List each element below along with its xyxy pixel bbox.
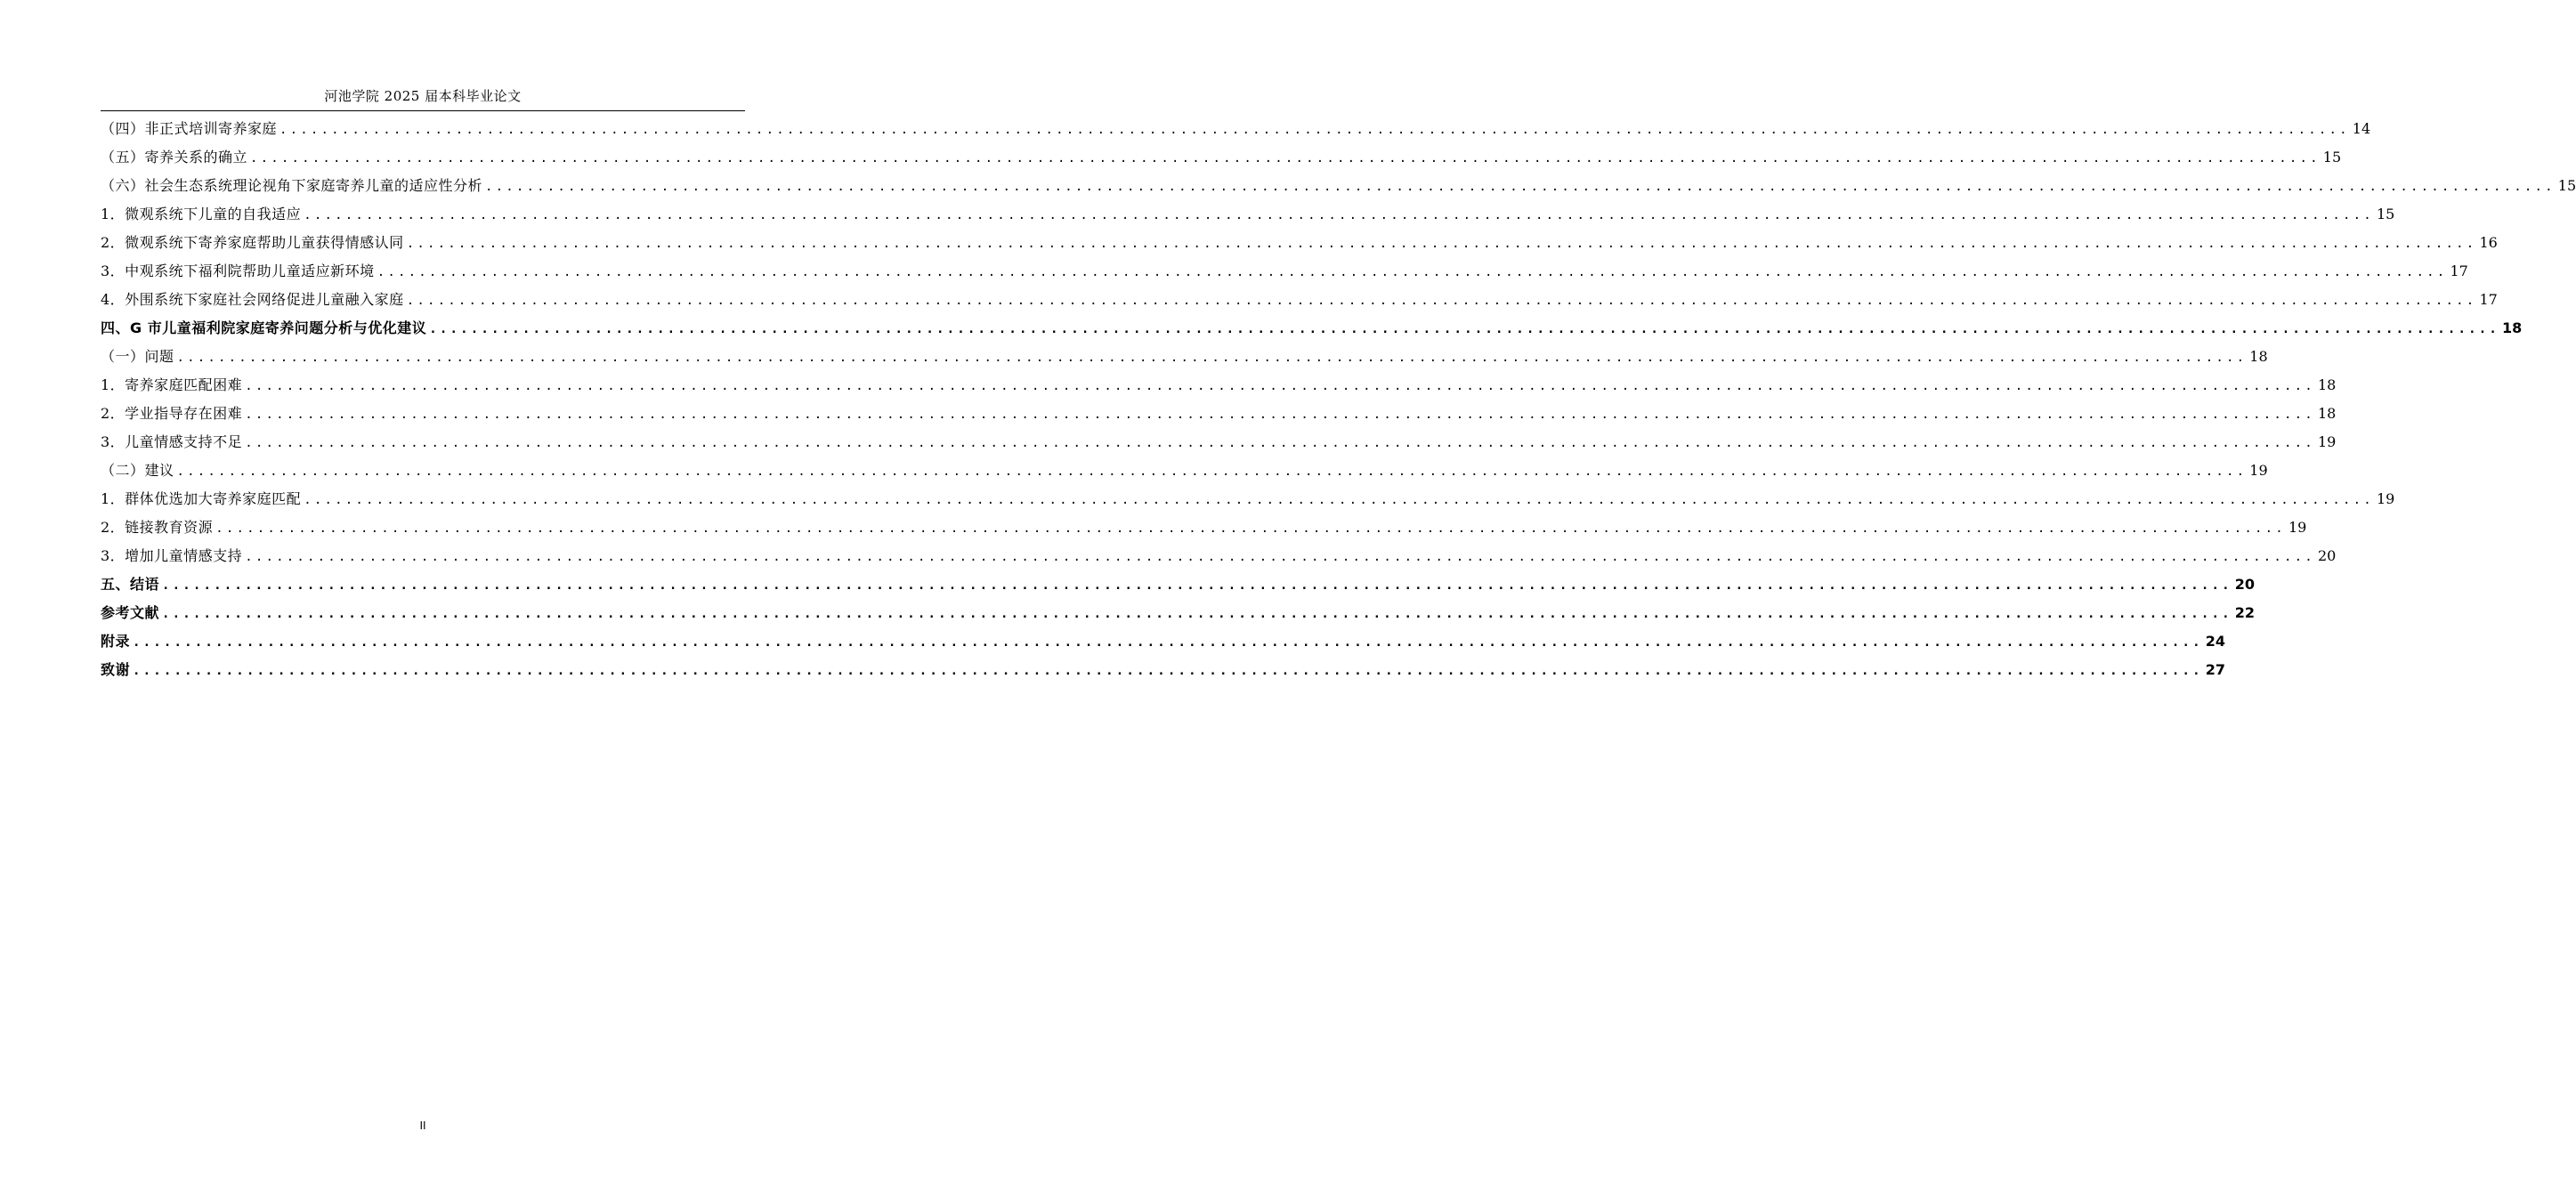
toc-entry-page: 15: [2376, 206, 2395, 222]
toc-dot-leader: ........................................................................................................................................................................................................: [279, 123, 2350, 137]
toc-entry-title: 2．微观系统下寄养家庭帮助儿童获得情感认同: [101, 234, 404, 251]
toc-entry-title: 4．外围系统下家庭社会网络促进儿童融入家庭: [101, 291, 404, 308]
toc-entry-page: 18: [2249, 348, 2268, 365]
toc-entry-title: 3．中观系统下福利院帮助儿童适应新环境: [101, 263, 375, 279]
toc-dot-leader: ........................................................................................................................................................................................................: [133, 635, 2203, 650]
toc-dot-leader: ........................................................................................................................................................................................................: [377, 265, 2448, 279]
toc-entry-title: 1．微观系统下儿童的自我适应: [101, 206, 302, 222]
toc-entry[interactable]: [101, 599, 2256, 627]
toc-entry-title: （六）社会生态系统理论视角下家庭寄养儿童的适应性分析: [101, 177, 483, 194]
toc-entry-title: 3．儿童情感支持不足: [101, 433, 243, 450]
toc-entry-page: 22: [2234, 604, 2256, 621]
toc-entry-title: 五、结语: [101, 576, 160, 593]
toc-entry-title: 2．链接教育资源: [101, 519, 214, 536]
toc-dot-leader: ........................................................................................................................................................................................................: [162, 607, 2232, 621]
toc-dot-leader: ........................................................................................................................................................................................................: [245, 408, 2315, 422]
toc-entry[interactable]: [101, 172, 2576, 200]
toc-entry-title: （二）建议: [101, 462, 174, 479]
toc-dot-leader: ........................................................................................................................................................................................................: [245, 550, 2315, 564]
toc-entry[interactable]: [101, 457, 2268, 485]
toc-entry-title: （四）非正式培训寄养家庭: [101, 120, 278, 137]
toc-entry-page: 19: [2317, 433, 2337, 450]
toc-entry[interactable]: [101, 656, 2226, 684]
toc-entry[interactable]: [101, 400, 2337, 428]
toc-dot-leader: ........................................................................................................................................................................................................: [176, 351, 2248, 365]
toc-entry-page: 15: [2557, 177, 2576, 194]
toc-dot-leader: ........................................................................................................................................................................................................: [304, 493, 2374, 507]
toc-entry-title: 3．增加儿童情感支持: [101, 547, 243, 564]
toc-entry[interactable]: [101, 115, 2371, 143]
toc-entry-title: 2．学业指导存在困难: [101, 405, 243, 422]
toc-entry-title: 1．群体优选加大寄养家庭匹配: [101, 490, 302, 507]
toc-entry-page: 18: [2501, 319, 2523, 336]
toc-entry-title: 附录: [101, 633, 131, 650]
toc-dot-leader: ........................................................................................................................................................................................................: [133, 664, 2203, 678]
toc-dot-leader: ........................................................................................................................................................................................................: [304, 208, 2374, 222]
toc-entry-page: 24: [2205, 633, 2226, 650]
toc-entry-title: 致谢: [101, 661, 131, 678]
toc-entry-title: （一）问题: [101, 348, 174, 365]
toc-dot-leader: ........................................................................................................................................................................................................: [406, 237, 2477, 251]
table-of-contents: [101, 115, 2576, 684]
toc-dot-leader: ........................................................................................................................................................................................................: [485, 180, 2556, 194]
toc-dot-leader: ........................................................................................................................................................................................................: [245, 379, 2315, 393]
toc-entry[interactable]: [101, 257, 2468, 286]
toc-entry[interactable]: [101, 428, 2337, 457]
toc-entry-page: 18: [2317, 405, 2337, 422]
toc-entry[interactable]: [101, 570, 2256, 599]
toc-entry-title: （五）寄养关系的确立: [101, 149, 248, 166]
toc-dot-leader: ........................................................................................................................................................................................................: [162, 578, 2232, 593]
toc-entry[interactable]: [101, 314, 2523, 343]
toc-entry[interactable]: [101, 371, 2337, 400]
toc-entry[interactable]: [101, 513, 2307, 542]
toc-entry-page: 18: [2317, 376, 2337, 393]
toc-entry-page: 19: [2288, 519, 2307, 536]
toc-entry-page: 17: [2450, 263, 2468, 279]
toc-entry[interactable]: [101, 542, 2337, 570]
toc-entry[interactable]: [101, 229, 2498, 257]
toc-dot-leader: ........................................................................................................................................................................................................: [250, 151, 2321, 166]
toc-dot-leader: ........................................................................................................................................................................................................: [429, 322, 2499, 336]
toc-entry-page: 17: [2479, 291, 2498, 308]
toc-entry-page: 19: [2376, 490, 2395, 507]
toc-entry-title: 1．寄养家庭匹配困难: [101, 376, 243, 393]
toc-entry[interactable]: [101, 627, 2226, 656]
toc-dot-leader: ........................................................................................................................................................................................................: [215, 521, 2286, 536]
toc-entry-page: 27: [2205, 661, 2226, 678]
toc-entry-page: 20: [2317, 547, 2337, 564]
toc-entry[interactable]: [101, 485, 2395, 513]
toc-entry[interactable]: [101, 343, 2268, 371]
toc-entry[interactable]: [101, 143, 2342, 172]
toc-entry[interactable]: [101, 200, 2395, 229]
toc-entry-page: 14: [2352, 120, 2371, 137]
toc-entry-page: 19: [2249, 462, 2268, 479]
running-header: 河池学院 2025 届本科毕业论文: [324, 88, 522, 104]
toc-entry-title: 四、G 市儿童福利院家庭寄养问题分析与优化建议: [101, 319, 427, 336]
toc-entry-page: 20: [2234, 576, 2256, 593]
toc-entry[interactable]: [101, 286, 2498, 314]
header-rule: [101, 110, 745, 111]
toc-dot-leader: ........................................................................................................................................................................................................: [176, 465, 2248, 479]
page-number: II: [419, 1119, 426, 1132]
toc-entry-page: 16: [2479, 234, 2498, 251]
toc-dot-leader: ........................................................................................................................................................................................................: [406, 294, 2477, 308]
toc-dot-leader: ........................................................................................................................................................................................................: [245, 436, 2315, 450]
toc-entry-page: 15: [2322, 149, 2342, 166]
toc-entry-title: 参考文献: [101, 604, 160, 621]
